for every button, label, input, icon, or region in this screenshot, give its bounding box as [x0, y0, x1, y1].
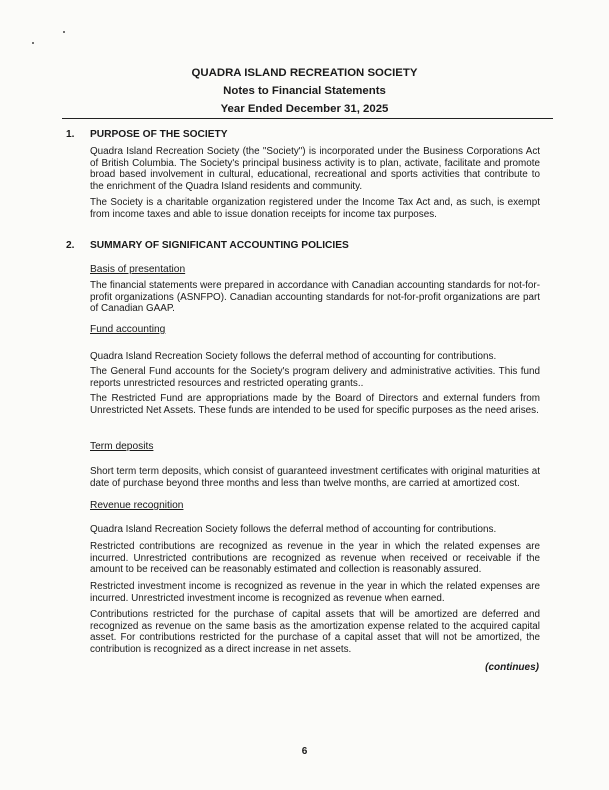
continues-note: (continues): [485, 662, 539, 673]
section-2-title: SUMMARY OF SIGNIFICANT ACCOUNTING POLICIES: [90, 240, 349, 251]
section-1-number: 1.: [66, 129, 75, 140]
revenue-paragraph: Restricted contributions are recognized as revenue in the year in which the related expenses are incurred. Unrestricted contributions are recognized as revenue when received or receivable if the amount to be received can be reasonably estimated and collection is reasonably assured.: [90, 541, 540, 576]
fund-accounting-heading: Fund accounting: [90, 324, 166, 335]
section-1-paragraph: Quadra Island Recreation Society (the "Society") is incorporated under the Business Corporations Act of British Columbia. The Society's principal business activity is to plan, activate, facilitate and promote broad based involvement in cultural, educational, recreational and sports activities that contribute to the enrichment of the Quadra Island residents and community.: [90, 146, 540, 193]
section-1-title: PURPOSE OF THE SOCIETY: [90, 129, 228, 140]
document-title: Notes to Financial Statements: [223, 85, 386, 97]
term-paragraph: Short term term deposits, which consist of guaranteed investment certificates with original maturities at date of purchase beyond three months and less than twelve months, are carried at amortized cost.: [90, 466, 540, 489]
basis-of-presentation-heading: Basis of presentation: [90, 264, 186, 275]
organization-name: QUADRA ISLAND RECREATION SOCIETY: [191, 67, 418, 79]
document-header: [0, 64, 609, 118]
header-divider: [62, 118, 553, 119]
fund-paragraph: The General Fund accounts for the Society's program delivery and administrative activities. This fund reports unrestricted resources and restricted operating grants..: [90, 366, 540, 389]
term-deposits-heading: Term deposits: [90, 441, 154, 452]
section-2-number: 2.: [66, 240, 75, 251]
page-number: 6: [301, 746, 308, 757]
scan-speck: [63, 31, 65, 33]
revenue-recognition-heading: Revenue recognition: [90, 500, 184, 511]
revenue-paragraph: Restricted investment income is recognized as revenue in the year in which the related expenses are incurred. Unrestricted investment income is recognized as revenue when earned.: [90, 581, 540, 604]
revenue-paragraph: Quadra Island Recreation Society follows the deferral method of accounting for contributions.: [90, 524, 497, 535]
fund-paragraph: Quadra Island Recreation Society follows the deferral method of accounting for contributions.: [90, 351, 497, 362]
revenue-paragraph: Contributions restricted for the purchase of capital assets that will be amortized are deferred and recognized as revenue on the same basis as the amortization expense related to the acquired capital asset. For contributions restricted for the purchase of a capital asset that will not be amortized, the contribution is recognized as a direct increase in net assets.: [90, 609, 540, 656]
fund-paragraph: The Restricted Fund are appropriations made by the Board of Directors and external funders from Unrestricted Net Assets. These funds are intended to be used for specific purposes as the need arises.: [90, 393, 540, 416]
basis-paragraph: The financial statements were prepared in accordance with Canadian accounting standards for not-for-profit organizations (ASNFPO). Canadian accounting standards for not-for-profit organizations are part of Canadian GAAP.: [90, 280, 540, 315]
period-title: Year Ended December 31, 2025: [220, 103, 389, 115]
scan-speck: [32, 42, 34, 44]
section-1-paragraph: The Society is a charitable organization registered under the Income Tax Act and, as such, is exempt from income taxes and able to issue donation receipts for income tax purposes.: [90, 197, 540, 220]
